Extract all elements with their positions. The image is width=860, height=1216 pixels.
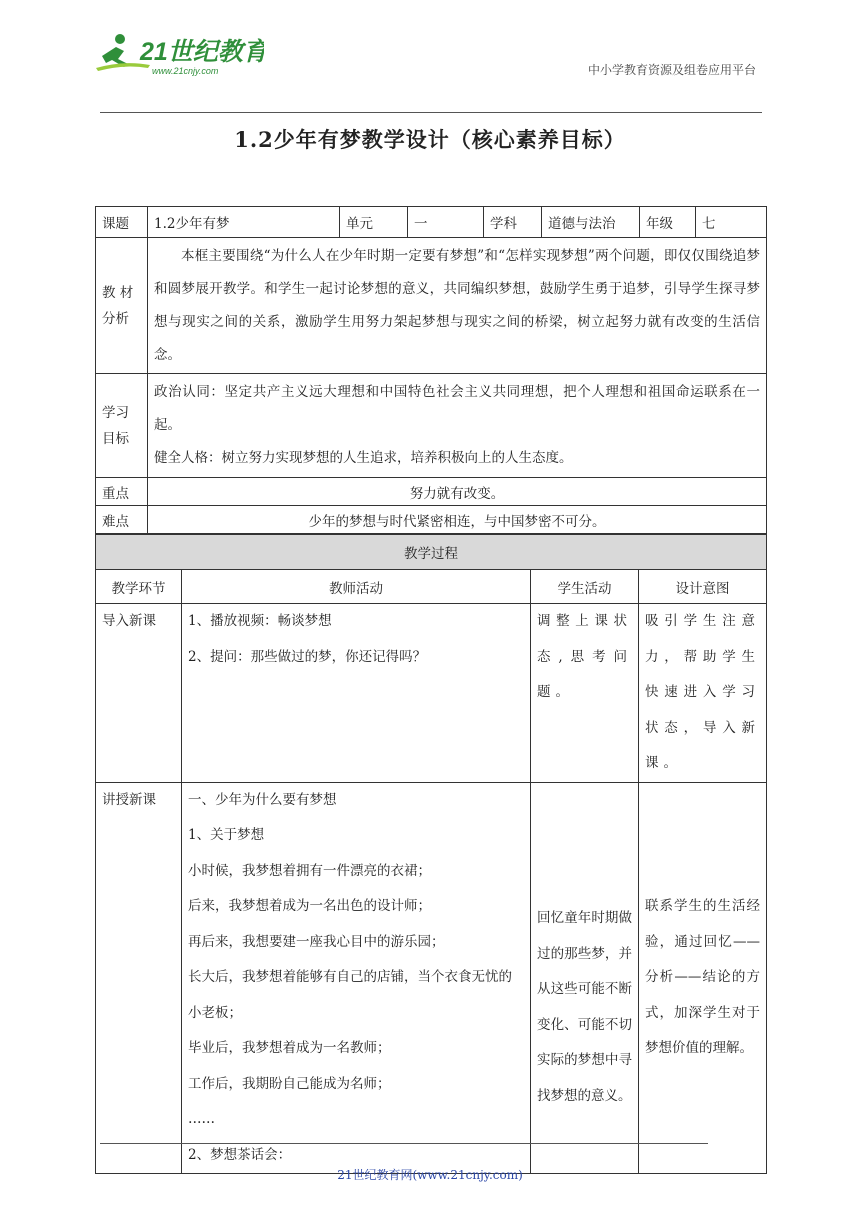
process-header-row <box>96 570 767 604</box>
teacher-activity-cell <box>182 782 531 1174</box>
process-row-new-lesson <box>96 782 767 1174</box>
stage-cell: 导入新课 <box>96 604 182 783</box>
teacher-line: 工作后，我期盼自己能成为名师； <box>188 1075 391 1092</box>
design-intent-cell: 吸引学生注意力，帮助学生快速进入学习状态，导入新课。 <box>639 604 767 783</box>
grade-label: 年级 <box>640 207 696 238</box>
header-tagline: 中小学教育资源及组卷应用平台 <box>587 63 756 77</box>
key-point-value: 努力就有改变。 <box>148 478 767 506</box>
stage-cell: 讲授新课 <box>96 782 182 1174</box>
header-divider <box>100 112 762 113</box>
key-point-label: 重点 <box>96 478 148 506</box>
teacher-line: 再后来，我想要建一座我心目中的游乐园； <box>188 933 445 950</box>
analysis-row <box>96 238 767 374</box>
objectives-row <box>96 374 767 478</box>
teacher-line: 一、少年为什么要有梦想 <box>188 791 337 808</box>
col-stage-header: 教学环节 <box>96 570 182 604</box>
difficulty-value: 少年的梦想与时代紧密相连，与中国梦密不可分。 <box>148 506 767 534</box>
student-activity-cell: 回忆童年时期做过的那些梦，并从这些可能不断变化、可能不切实际的梦想中寻找梦想的意义。 <box>531 782 639 1174</box>
student-activity-cell: 调整上课状态,思考问题。 <box>531 604 639 783</box>
course-info-table <box>95 206 767 534</box>
objective-political: 政治认同：坚定共产主义远大理想和中国特色社会主义共同理想，把个人理想和祖国命运联系在一起。 <box>154 384 760 433</box>
teaching-process-table <box>95 534 767 1174</box>
teacher-line: 2、提问：那些做过的梦，你还记得吗？ <box>188 648 427 665</box>
teacher-line: 1、播放视频：畅谈梦想 <box>188 613 332 629</box>
objectives-text <box>148 374 767 478</box>
footer-divider <box>100 1143 708 1144</box>
objective-personality: 健全人格：树立努力实现梦想的人生追求，培养积极向上的人生态度。 <box>154 450 573 466</box>
subject-label: 学科 <box>484 207 542 238</box>
difficulty-label: 难点 <box>96 506 148 534</box>
process-heading-row <box>96 535 767 570</box>
runner-logo-icon <box>94 32 264 78</box>
objectives-label-line1: 学习 <box>102 404 129 421</box>
analysis-label-line2: 分析 <box>102 310 129 327</box>
process-row-intro <box>96 604 767 783</box>
site-logo <box>94 32 264 78</box>
analysis-label <box>96 238 148 374</box>
design-intent-cell: 联系学生的生活经验，通过回忆——分析——结论的方式，加深学生对于梦想价值的理解。 <box>639 782 767 1174</box>
col-teacher-header: 教师活动 <box>182 570 531 604</box>
teacher-line: 长大后，我梦想着能够有自己的店铺，当个衣食无忧的小老板； <box>188 969 512 1021</box>
grade-value: 七 <box>696 207 767 238</box>
process-heading: 教学过程 <box>96 535 767 570</box>
logo-text: 21世纪教育 <box>140 38 264 66</box>
teacher-line: 后来，我梦想着成为一名出色的设计师； <box>188 898 431 914</box>
subject-value: 道德与法治 <box>542 207 640 238</box>
teacher-line: 毕业后，我梦想着成为一名教师； <box>188 1040 391 1056</box>
analysis-label-line1: 教 材 <box>102 284 134 301</box>
logo-url-text: www.21cnjy.com <box>152 66 219 76</box>
unit-value: 一 <box>408 207 484 238</box>
objectives-label <box>96 374 148 478</box>
key-point-row <box>96 478 767 506</box>
difficulty-row <box>96 506 767 534</box>
analysis-text: 本框主要围绕“为什么人在少年时期一定要有梦想”和“怎样实现梦想”两个问题，即仅仅围绕追梦和圆梦展开教学。和学生一起讨论梦想的意义，共同编织梦想，鼓励学生勇于追梦，引导学生探寻梦想与现实之间的关系，激励学生用努力架起梦想与现实之间的桥梁，树立起努力就有改变的生活信念。 <box>148 238 767 374</box>
info-row <box>96 207 767 238</box>
objectives-label-line2: 目标 <box>102 430 129 447</box>
teacher-line: 小时候，我梦想着拥有一件漂亮的衣裙； <box>188 862 431 879</box>
topic-value: 1.2少年有梦 <box>148 207 340 238</box>
footer-link[interactable]: 21世纪教育网(www.21cnjy.com) <box>337 1168 523 1182</box>
teacher-line: 1、关于梦想 <box>188 827 265 843</box>
unit-label: 单元 <box>340 207 408 238</box>
col-student-header: 学生活动 <box>531 570 639 604</box>
col-intent-header: 设计意图 <box>639 570 767 604</box>
teacher-activity-cell <box>182 604 531 783</box>
teacher-line: …… <box>188 1111 215 1127</box>
topic-label: 课题 <box>96 207 148 238</box>
teacher-line: 2、梦想茶话会： <box>188 1146 292 1163</box>
document-title: 1.2少年有梦教学设计（核心素养目标） <box>234 127 626 152</box>
